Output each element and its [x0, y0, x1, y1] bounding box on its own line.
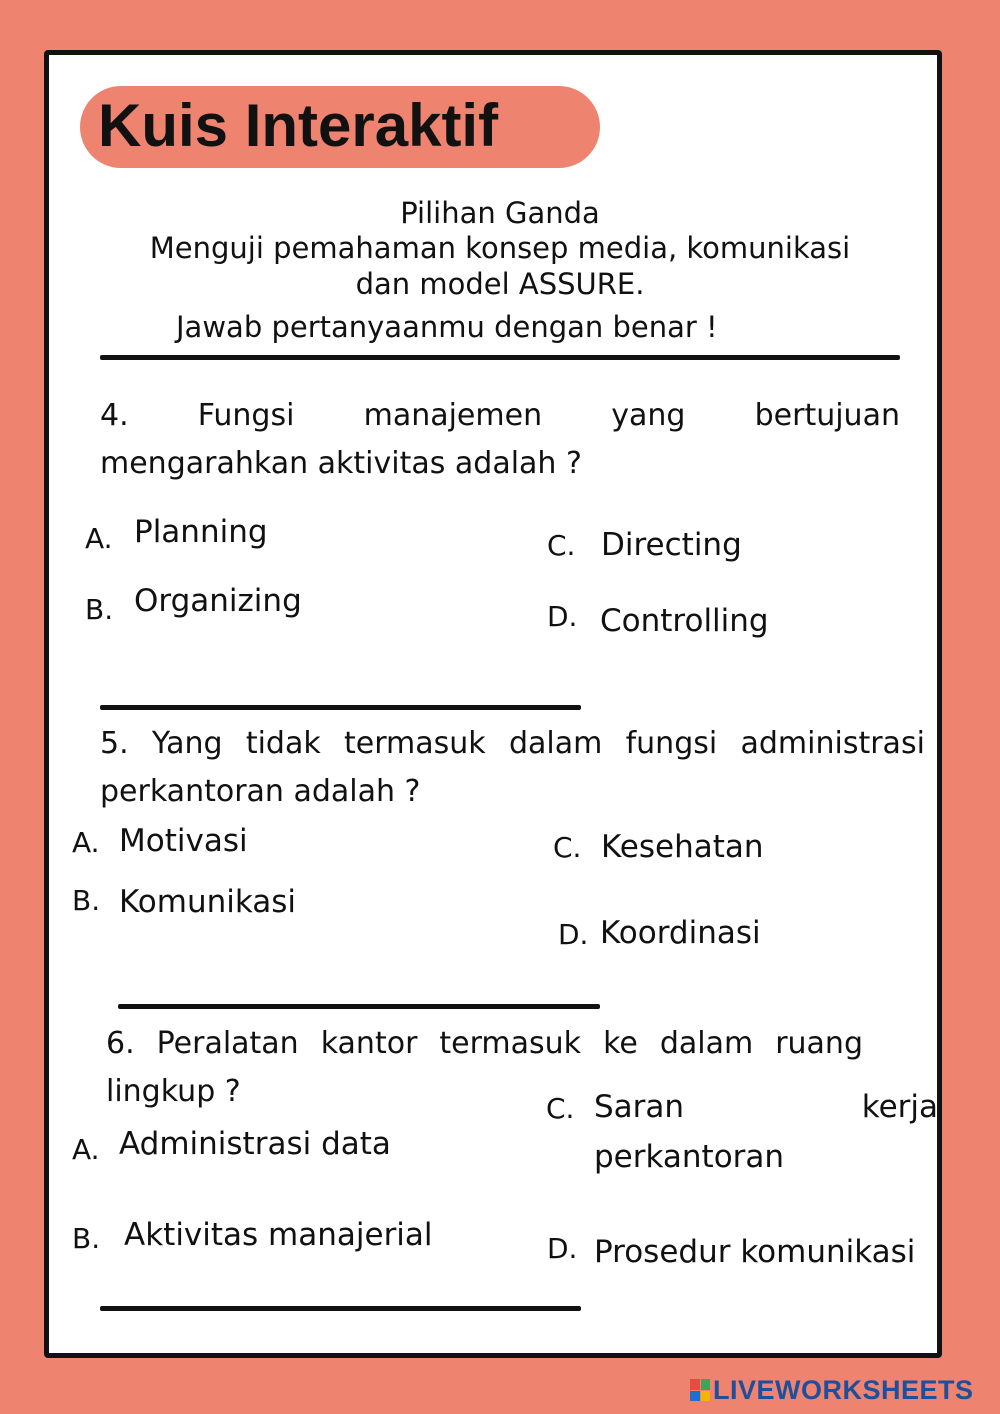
option-letter-d: D. — [558, 918, 589, 951]
option-b-q6[interactable]: Aktivitas manajerial — [124, 1217, 433, 1253]
option-d-q5[interactable]: Koordinasi — [600, 915, 761, 951]
description-line-1: Menguji pemahaman konsep media, komunikasi — [149, 231, 851, 265]
option-b-q5[interactable]: Komunikasi — [119, 884, 297, 920]
option-letter-b: B. — [72, 884, 101, 917]
option-d-q6[interactable]: Prosedur komunikasi — [594, 1234, 916, 1270]
option-b-q4[interactable]: Organizing — [134, 583, 302, 619]
question-word: Fungsi — [197, 398, 295, 433]
option-letter-a: A. — [72, 1133, 100, 1166]
question-word: dalam — [659, 1026, 754, 1061]
option-a-q6[interactable]: Administrasi data — [119, 1126, 391, 1162]
question-word: yang — [611, 398, 686, 433]
question-word: dalam — [508, 726, 603, 761]
logo-square — [701, 1379, 711, 1390]
question-number: 6. — [106, 1026, 135, 1061]
description-line-2: dan model ASSURE. — [355, 267, 645, 301]
question-4-divider — [100, 705, 581, 710]
question-5-line-1 — [100, 720, 925, 768]
question-word: kantor — [320, 1026, 418, 1061]
page-title: Kuis Interaktif — [98, 92, 499, 159]
option-letter-c: C. — [547, 529, 576, 562]
instruction: Jawab pertanyaanmu dengan benar ! — [176, 310, 718, 344]
option-letter-d: D. — [547, 600, 578, 633]
option-c-line-2: perkantoran — [594, 1139, 785, 1175]
liveworksheets-text: LIVEWORKSHEETS — [713, 1374, 974, 1405]
logo-square — [690, 1379, 700, 1390]
question-word: tidak — [245, 726, 321, 761]
question-6-line-1 — [106, 1020, 863, 1068]
question-4-line-1 — [100, 392, 900, 440]
question-number: 5. — [100, 726, 129, 761]
logo-square — [701, 1391, 711, 1402]
option-a-q5[interactable]: Motivasi — [119, 823, 248, 859]
question-5-divider — [118, 1004, 600, 1009]
question-word: fungsi — [625, 726, 718, 761]
option-letter-c: C. — [553, 831, 582, 864]
question-word: ke — [603, 1026, 638, 1061]
liveworksheets-watermark[interactable] — [690, 1374, 974, 1406]
option-letter-a: A. — [72, 826, 100, 859]
option-word: Saran — [594, 1089, 685, 1125]
option-c-q4[interactable]: Directing — [601, 527, 742, 563]
question-4 — [100, 392, 900, 488]
liveworksheets-logo-icon — [690, 1379, 710, 1401]
question-6-line-2: lingkup ? — [106, 1074, 241, 1109]
option-letter-b: B. — [85, 593, 114, 626]
question-word: bertujuan — [754, 398, 900, 433]
option-letter-d: D. — [547, 1232, 578, 1265]
question-word: Yang — [151, 726, 223, 761]
option-letter-b: B. — [72, 1222, 101, 1255]
option-word: kerja — [861, 1089, 938, 1125]
question-5-line-2: perkantoran adalah ? — [100, 774, 421, 809]
question-6-divider — [100, 1306, 581, 1311]
option-c-q5[interactable]: Kesehatan — [601, 829, 764, 865]
question-word: administrasi — [740, 726, 925, 761]
question-5 — [100, 720, 925, 816]
option-d-q4[interactable]: Controlling — [600, 603, 769, 639]
question-word: manajemen — [363, 398, 543, 433]
question-4-line-2: mengarahkan aktivitas adalah ? — [100, 446, 582, 481]
option-letter-a: A. — [85, 522, 113, 555]
question-word: termasuk — [344, 726, 486, 761]
option-c-q6[interactable] — [594, 1088, 938, 1176]
question-word: ruang — [775, 1026, 863, 1061]
header-divider — [100, 355, 900, 360]
question-word: termasuk — [439, 1026, 582, 1061]
subtitle: Pilihan Ganda — [400, 196, 600, 230]
question-word: Peralatan — [156, 1026, 299, 1061]
option-c-line-1 — [594, 1088, 938, 1126]
option-a-q4[interactable]: Planning — [134, 514, 268, 550]
logo-square — [690, 1391, 700, 1402]
option-letter-c: C. — [546, 1092, 575, 1125]
question-number: 4. — [100, 398, 129, 433]
